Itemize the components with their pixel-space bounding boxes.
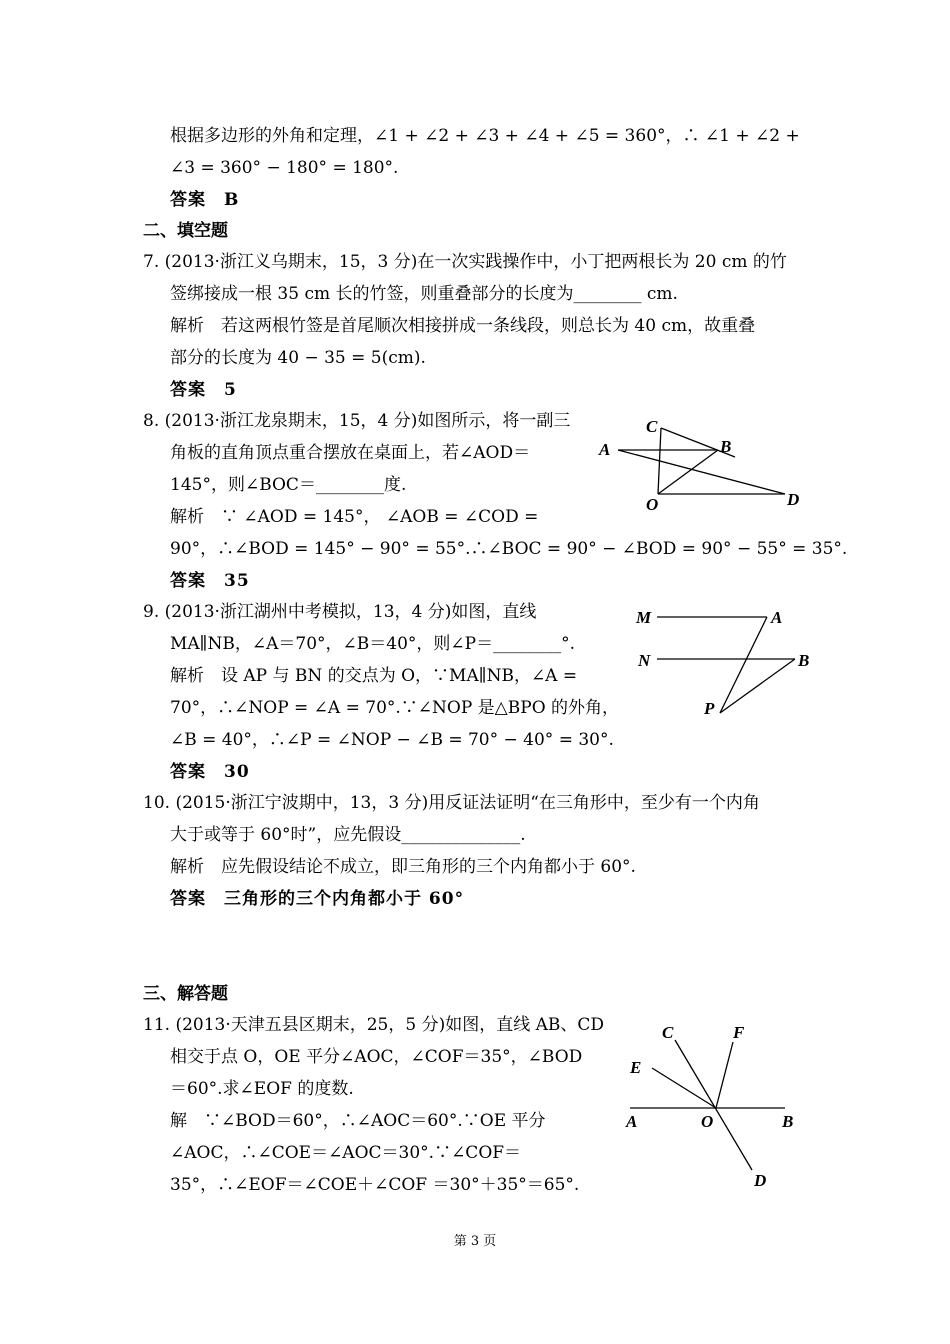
- label-E: E: [630, 1058, 642, 1077]
- text-line: 根据多边形的外角和定理，∠1 + ∠2 + ∠3 + ∠4 + ∠5 = 360°，∴ ∠1 + ∠2 +: [170, 126, 800, 146]
- label-P: P: [704, 699, 715, 718]
- section-heading-fill-blank: 二、填空题: [143, 221, 228, 241]
- label-A: A: [626, 1112, 638, 1131]
- analysis-line: 解析 应先假设结论不成立，即三角形的三个内角都小于 60°.: [170, 857, 636, 877]
- analysis-line: 解析 若这两根竹签是首尾顺次相接拼成一条线段，则总长为 40 cm，故重叠: [170, 316, 756, 336]
- label-C: C: [646, 417, 658, 436]
- analysis-line: 90°，∴∠BOD = 145° − 90° = 55°.∴∠BOC = 90° − ∠BOD = 90° − 55° = 35°.: [170, 539, 848, 559]
- question-10-cont: 大于或等于 60°时”，应先假设______________.: [170, 825, 526, 845]
- analysis-line: 部分的长度为 40 − 35 = 5(cm).: [170, 348, 426, 368]
- answer-line: 答案 30: [170, 762, 250, 782]
- question-11-cont: 相交于点 O，OE 平分∠AOC，∠COF＝35°，∠BOD: [170, 1047, 583, 1067]
- analysis-line: 70°，∴∠NOP = ∠A = 70°.∵∠NOP 是△BPO 的外角，: [170, 698, 620, 718]
- solution-line: 解 ∵∠BOD＝60°，∴∠AOC＝60°.∵OE 平分: [170, 1111, 546, 1131]
- answer-line: 答案 35: [170, 571, 250, 591]
- question-8-cont: 145°，则∠BOC＝________度.: [170, 475, 407, 495]
- question-7-cont: 签绑接成一根 35 cm 长的竹签，则重叠部分的长度为________ cm.: [170, 284, 678, 304]
- question-8: 8. (2013·浙江龙泉期末，15，4 分)如图所示，将一副三: [143, 411, 571, 431]
- label-B: B: [798, 651, 810, 670]
- solution-line: ∠AOC，∴∠COE＝∠AOC＝30°.∵∠COF＝: [170, 1143, 522, 1163]
- label-O: O: [701, 1112, 714, 1131]
- answer-line: 答案 三角形的三个内角都小于 60°: [170, 889, 465, 909]
- label-C: C: [662, 1023, 674, 1042]
- label-D: D: [787, 490, 800, 509]
- question-8-cont: 角板的直角顶点重合摆放在桌面上，若∠AOD＝: [170, 443, 531, 463]
- label-B: B: [782, 1112, 794, 1131]
- question-11: 11. (2013·天津五县区期末，25，5 分)如图，直线 AB、CD: [143, 1015, 605, 1035]
- answer-line: 答案 B: [170, 190, 240, 210]
- label-N: N: [638, 651, 651, 670]
- solution-line: 35°，∴∠EOF＝∠COE＋∠COF ＝30°＋35°＝65°.: [170, 1175, 580, 1195]
- label-D: D: [754, 1171, 767, 1190]
- answer-line: 答案 5: [170, 380, 237, 400]
- section-heading-solutions: 三、解答题: [143, 984, 228, 1004]
- question-7: 7. (2013·浙江义乌期末，15，3 分)在一次实践操作中，小丁把两根长为 20 cm 的竹: [143, 252, 787, 272]
- question-9: 9. (2013·浙江湖州中考模拟，13，4 分)如图，直线: [143, 602, 537, 622]
- text-line: ∠3 = 360° − 180° = 180°.: [170, 158, 399, 178]
- label-M: M: [636, 608, 652, 627]
- analysis-line: 解析 ∵ ∠AOD = 145°， ∠AOB = ∠COD =: [170, 507, 539, 527]
- analysis-line: ∠B = 40°，∴∠P = ∠NOP − ∠B = 70° − 40° = 30°.: [170, 730, 614, 750]
- question-9-cont: MA∥NB，∠A＝70°，∠B＝40°，则∠P＝________°.: [170, 634, 576, 654]
- analysis-line: 解析 设 AP 与 BN 的交点为 O，∵MA∥NB，∠A =: [170, 666, 578, 686]
- label-O: O: [646, 495, 659, 514]
- page-number: 第 3 页: [453, 1234, 497, 1249]
- label-A: A: [599, 440, 611, 459]
- label-F: F: [733, 1023, 745, 1042]
- question-10: 10. (2015·浙江宁波期中，13，3 分)用反证法证明“在三角形中，至少有一个内角: [143, 793, 760, 813]
- question-11-cont: ＝60°.求∠EOF 的度数.: [170, 1079, 354, 1099]
- label-B: B: [720, 437, 732, 456]
- label-A: A: [771, 608, 783, 627]
